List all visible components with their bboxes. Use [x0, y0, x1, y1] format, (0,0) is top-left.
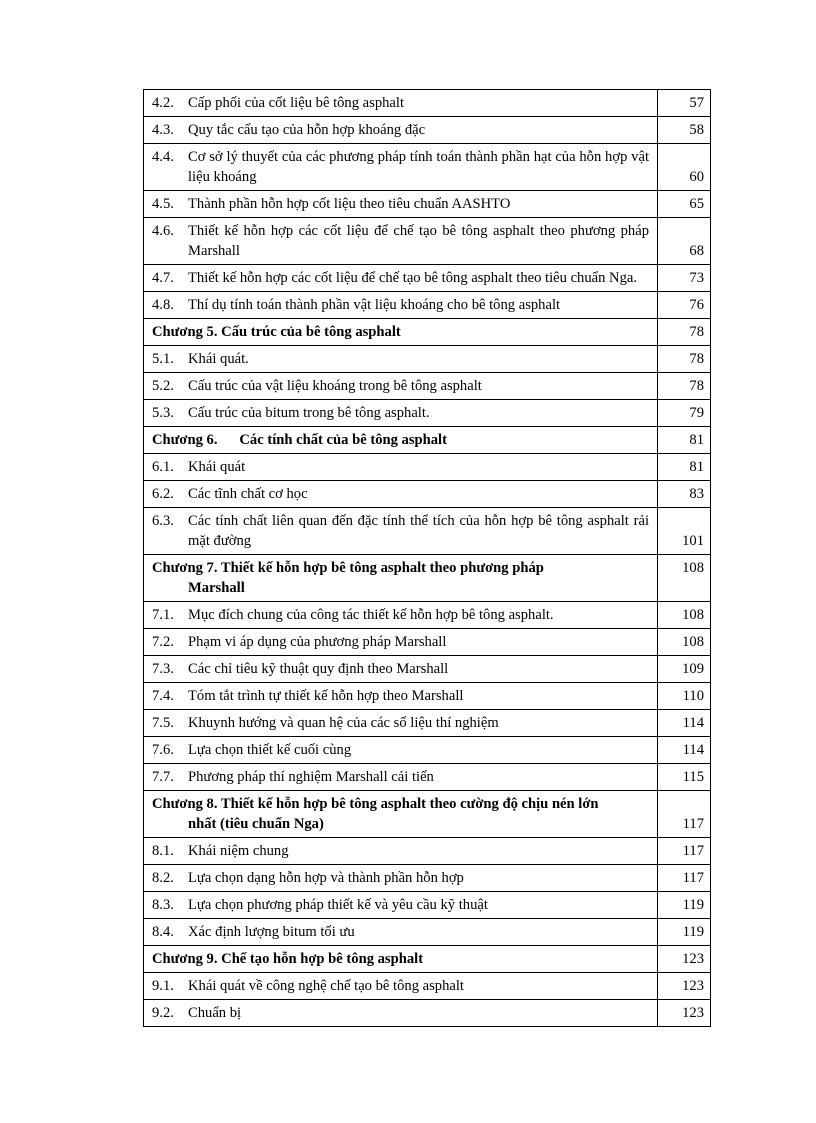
page-number — [658, 683, 710, 709]
page-number-value: 114 — [682, 715, 704, 731]
chapter-title — [144, 427, 658, 453]
section-title: Thiết kế hỗn hợp các cốt liệu để chế tạo bê tông asphalt theo phương pháp Marshall — [188, 223, 649, 259]
section-number: 6.2. — [152, 486, 174, 502]
section-title: Tóm tắt trình tự thiết kế hỗn hợp theo Marshall — [188, 688, 464, 704]
page-number — [658, 218, 710, 264]
section-number: 5.2. — [152, 378, 174, 394]
page-number — [658, 191, 710, 217]
toc-section-row — [144, 999, 710, 1026]
section-number: 6.3. — [152, 513, 174, 529]
toc-section-row — [144, 891, 710, 918]
toc-chapter-row — [144, 790, 710, 837]
toc-section-row — [144, 972, 710, 999]
toc-section-row — [144, 372, 710, 399]
page-number — [658, 117, 710, 143]
section-title: Phạm vi áp dụng của phương pháp Marshall — [188, 634, 447, 650]
toc-section-row — [144, 655, 710, 682]
chapter-title-line1: Chương 7. Thiết kế hỗn hợp bê tông asphalt theo phương pháp — [152, 560, 544, 576]
section-number: 8.1. — [152, 843, 174, 859]
page-number-value: 108 — [682, 607, 704, 623]
chapter-title — [144, 319, 658, 345]
toc-section-row — [144, 217, 710, 264]
section-title: Lựa chọn dạng hỗn hợp và thành phần hỗn hợp — [188, 870, 464, 886]
section-number: 4.2. — [152, 95, 174, 111]
toc-section-row — [144, 864, 710, 891]
chapter-title-line2: Marshall — [188, 580, 245, 596]
toc-chapter-row — [144, 426, 710, 453]
section-title: Cấu trúc của bitum trong bê tông asphalt. — [188, 405, 430, 421]
toc-section-row — [144, 837, 710, 864]
section-number: 7.4. — [152, 688, 174, 704]
section-title: Các tĩnh chất cơ học — [188, 486, 308, 502]
page-number — [658, 865, 710, 891]
toc-section-row — [144, 918, 710, 945]
toc-section-row — [144, 345, 710, 372]
toc-section-row — [144, 291, 710, 318]
chapter-title — [144, 555, 658, 601]
section-number: 4.7. — [152, 270, 174, 286]
page-number-value: 123 — [682, 1005, 704, 1021]
section-number: 4.4. — [152, 149, 174, 165]
toc-section-row — [144, 453, 710, 480]
section-title: Cấu trúc của vật liệu khoáng trong bê tông asphalt — [188, 378, 482, 394]
page-number-value: 115 — [682, 769, 704, 785]
page-number — [658, 292, 710, 318]
toc-section-row — [144, 190, 710, 217]
toc-section-row — [144, 682, 710, 709]
section-number: 8.3. — [152, 897, 174, 913]
page-number-value: 60 — [689, 169, 704, 185]
toc-section-row — [144, 507, 710, 554]
page-number-value: 117 — [682, 870, 704, 886]
page-number-value: 110 — [682, 688, 704, 704]
section-number: 8.2. — [152, 870, 174, 886]
page-number — [658, 629, 710, 655]
page-number — [658, 710, 710, 736]
section-title: Thiết kế hỗn hợp các cốt liệu để chế tạo bê tông asphalt theo tiêu chuẩn Nga. — [188, 270, 638, 286]
chapter-title — [144, 791, 658, 837]
section-title: Khuynh hướng và quan hệ của các số liệu thí nghiệm — [188, 715, 499, 731]
section-title: Khái quát — [188, 459, 246, 475]
section-title: Khái quát về công nghệ chế tạo bê tông asphalt — [188, 978, 464, 994]
section-title: Lựa chọn thiết kế cuối cùng — [188, 742, 352, 758]
page-number-value: 117 — [682, 843, 704, 859]
toc-section-row — [144, 601, 710, 628]
page-number-value: 73 — [689, 270, 704, 286]
section-number: 7.3. — [152, 661, 174, 677]
page-number-value: 65 — [689, 196, 704, 212]
page-number-value: 108 — [682, 634, 704, 650]
toc-section-row — [144, 264, 710, 291]
section-number: 4.8. — [152, 297, 174, 313]
chapter-title-line1: Chương 6. Các tính chất của bê tông asphalt — [152, 432, 447, 448]
section-title: Cơ sở lý thuyết của các phương pháp tính toán thành phần hạt của hỗn hợp vật liệu khoáng — [188, 149, 649, 185]
section-number: 4.6. — [152, 223, 174, 239]
page-number — [658, 454, 710, 480]
toc-section-row — [144, 628, 710, 655]
page-number-value: 78 — [689, 324, 704, 340]
section-title: Thí dụ tính toán thành phần vật liệu khoáng cho bê tông asphalt — [188, 297, 561, 313]
page-number — [658, 737, 710, 763]
page-number — [658, 919, 710, 945]
chapter-title — [144, 946, 658, 972]
page-number — [658, 373, 710, 399]
page-number-value: 109 — [682, 661, 704, 677]
page-number — [658, 602, 710, 628]
section-number: 7.7. — [152, 769, 174, 785]
section-number: 7.5. — [152, 715, 174, 731]
page-number — [658, 265, 710, 291]
section-number: 5.3. — [152, 405, 174, 421]
page-number-value: 58 — [689, 122, 704, 138]
section-number: 9.2. — [152, 1005, 174, 1021]
page-number-value: 123 — [682, 978, 704, 994]
toc-chapter-row — [144, 318, 710, 345]
section-title: Lựa chọn phương pháp thiết kế và yêu cầu kỹ thuật — [188, 897, 488, 913]
page-number — [658, 838, 710, 864]
page-number-value: 108 — [682, 560, 704, 576]
toc-section-row — [144, 709, 710, 736]
page-number — [658, 346, 710, 372]
page-number — [658, 892, 710, 918]
page-number-value: 76 — [689, 297, 704, 313]
page-number-value: 78 — [689, 378, 704, 394]
toc-section-row — [144, 736, 710, 763]
section-title: Các tính chất liên quan đến đặc tính thể tích của hỗn hợp bê tông asphalt rải mặt đường — [188, 513, 649, 549]
page-number — [658, 1000, 710, 1026]
section-title: Khái quát. — [188, 351, 249, 367]
table-of-contents — [143, 89, 711, 1027]
page-number — [658, 656, 710, 682]
section-number: 7.2. — [152, 634, 174, 650]
page-number — [658, 508, 710, 554]
section-number: 7.6. — [152, 742, 174, 758]
section-title: Chuẩn bị — [188, 1005, 242, 1021]
page-number — [658, 791, 710, 837]
page-number — [658, 946, 710, 972]
page-number-value: 78 — [689, 351, 704, 367]
section-title: Quy tắc cấu tạo của hỗn hợp khoáng đặc — [188, 122, 426, 138]
page-number-value: 119 — [682, 897, 704, 913]
page-number — [658, 764, 710, 790]
page-number-value: 119 — [682, 924, 704, 940]
toc-section-row — [144, 143, 710, 190]
page-number — [658, 427, 710, 453]
page-number — [658, 481, 710, 507]
section-number: 5.1. — [152, 351, 174, 367]
section-title: Mục đích chung của công tác thiết kế hỗn hợp bê tông asphalt. — [188, 607, 554, 623]
chapter-title-line2: nhất (tiêu chuẩn Nga) — [188, 816, 324, 832]
toc-section-row — [144, 399, 710, 426]
section-number: 4.3. — [152, 122, 174, 138]
toc-section-row — [144, 90, 710, 116]
section-title: Phương pháp thí nghiệm Marshall cải tiến — [188, 769, 434, 785]
page-number-value: 123 — [682, 951, 704, 967]
section-number: 4.5. — [152, 196, 174, 212]
page-number-value: 101 — [682, 533, 704, 549]
page-number-value: 114 — [682, 742, 704, 758]
page-number-value: 81 — [689, 432, 704, 448]
section-number: 8.4. — [152, 924, 174, 940]
toc-chapter-row — [144, 945, 710, 972]
chapter-title-line1: Chương 8. Thiết kế hỗn hợp bê tông asphalt theo cường độ chịu nén lớn — [152, 796, 599, 812]
page-number — [658, 973, 710, 999]
page-number-value: 81 — [689, 459, 704, 475]
section-title: Các chỉ tiêu kỹ thuật quy định theo Marshall — [188, 661, 449, 677]
section-number: 9.1. — [152, 978, 174, 994]
toc-section-row — [144, 116, 710, 143]
section-title: Xác định lượng bitum tối ưu — [188, 924, 355, 940]
section-title: Cấp phối của cốt liệu bê tông asphalt — [188, 95, 405, 111]
page-number — [658, 319, 710, 345]
chapter-title-line1: Chương 9. Chế tạo hỗn hợp bê tông asphalt — [152, 951, 424, 967]
page-number — [658, 144, 710, 190]
toc-chapter-row — [144, 554, 710, 601]
section-title: Thành phần hỗn hợp cốt liệu theo tiêu chuẩn AASHTO — [188, 196, 511, 212]
section-number: 6.1. — [152, 459, 174, 475]
page-number-value: 68 — [689, 243, 704, 259]
page-number-value: 83 — [689, 486, 704, 502]
page-number-value: 79 — [689, 405, 704, 421]
page-number — [658, 555, 710, 601]
page-number-value: 57 — [689, 95, 704, 111]
page-number-value: 117 — [682, 816, 704, 832]
chapter-title-line1: Chương 5. Cấu trúc của bê tông asphalt — [152, 324, 401, 340]
toc-section-row — [144, 480, 710, 507]
page-number — [658, 90, 710, 116]
section-number: 7.1. — [152, 607, 174, 623]
section-title: Khái niệm chung — [188, 843, 289, 859]
toc-section-row — [144, 763, 710, 790]
page-number — [658, 400, 710, 426]
